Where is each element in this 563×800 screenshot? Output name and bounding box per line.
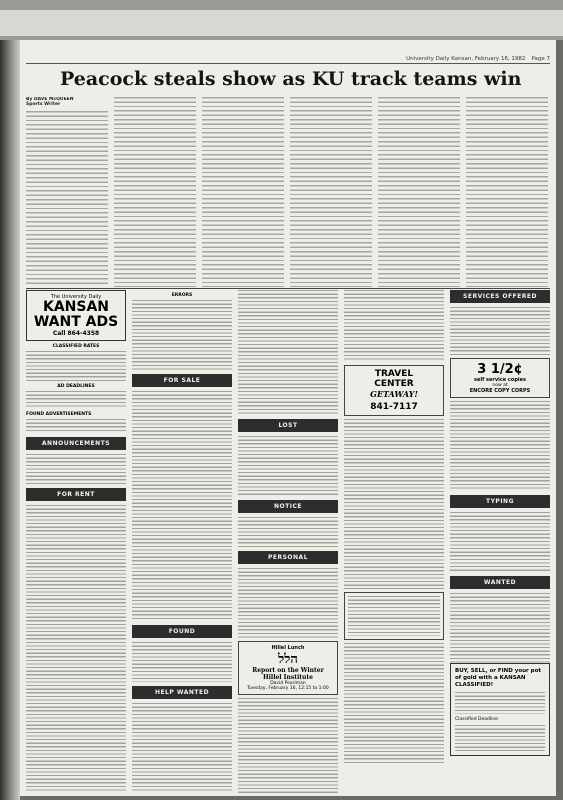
story-column	[114, 97, 196, 287]
section-banner: ANNOUNCEMENTS	[26, 437, 126, 450]
section-banner: PERSONAL	[238, 551, 338, 564]
section-banner: SERVICES OFFERED	[450, 290, 550, 303]
classified-column-3	[238, 290, 338, 793]
section-banner: NOTICE	[238, 500, 338, 513]
section-banner: TYPING	[450, 495, 550, 508]
story-column	[202, 97, 284, 287]
travel-phone: 841-7117	[370, 402, 418, 412]
story-body	[26, 97, 550, 287]
ad-box	[344, 592, 444, 640]
hillel-date: Tuesday, February 16, 12:15 to 1:00	[247, 686, 329, 691]
deadlines-heading: AD DEADLINES	[57, 384, 95, 389]
want-ads-phone: Call 864-4358	[52, 330, 100, 337]
section-banner: FOUND	[132, 625, 232, 638]
hillel-lunch-ad	[238, 641, 338, 695]
order-form-deadline: Classified Deadline	[455, 717, 498, 722]
want-ads-subtitle: The University Daily	[50, 294, 102, 300]
copy-price: 3 1/2¢	[477, 362, 523, 377]
classifieds-section	[26, 290, 550, 793]
book-gutter	[0, 40, 20, 800]
section-banner: FOR RENT	[26, 488, 126, 501]
copy-line2: now at	[492, 383, 508, 388]
section-divider	[26, 288, 550, 289]
hillel-title: Report on the Winter Hillel Institute	[252, 667, 324, 681]
rates-heading: CLASSIFIED RATES	[52, 344, 100, 349]
classified-column-2	[132, 290, 232, 793]
classified-column-1	[26, 290, 126, 793]
section-banner: WANTED	[450, 576, 550, 589]
hillel-hebrew: הלל	[278, 652, 298, 667]
headline: Peacock steals show as KU track teams win	[60, 68, 522, 90]
found-heading: FOUND ADVERTISEMENTS	[26, 412, 92, 417]
want-ads-masthead	[26, 290, 126, 341]
page-header	[26, 46, 550, 64]
copy-ad	[450, 358, 550, 398]
page-number: Page 7	[531, 56, 550, 62]
copy-company: ENCORE COPY CORPS	[469, 388, 531, 394]
story-column	[26, 97, 108, 287]
errors-heading: ERRORS	[171, 293, 193, 298]
hillel-speaker: David Peariman	[270, 681, 306, 686]
getaway-word: GETAWAY!	[370, 389, 418, 399]
paper-dateline: University Daily Kansan, February 16, 1982	[406, 56, 526, 62]
travel-word: TRAVEL	[374, 369, 414, 379]
hillel-heading: Hillel Lunch	[271, 645, 305, 651]
section-banner: LOST	[238, 419, 338, 432]
previous-page-edge	[0, 0, 563, 40]
want-ads-title: KANSAN WANT ADS	[33, 299, 119, 330]
classified-column-4	[344, 290, 444, 793]
story-column	[290, 97, 372, 287]
section-banner: HELP WANTED	[132, 686, 232, 699]
story-column	[466, 97, 548, 287]
travel-center-ad	[344, 365, 444, 416]
center-word: CENTER	[374, 379, 414, 389]
byline: By DAVE McQUEEN Sports Writer	[26, 97, 74, 107]
classified-column-5	[450, 290, 550, 793]
order-form	[450, 663, 550, 756]
story-column	[378, 97, 460, 287]
copy-line1: self service copies	[474, 377, 526, 383]
newspaper-page	[20, 40, 556, 796]
order-form-text: BUY, SELL, or FIND your pot of gold with a KANSAN CLASSIFIED!	[455, 668, 542, 688]
section-banner: FOR SALE	[132, 374, 232, 387]
